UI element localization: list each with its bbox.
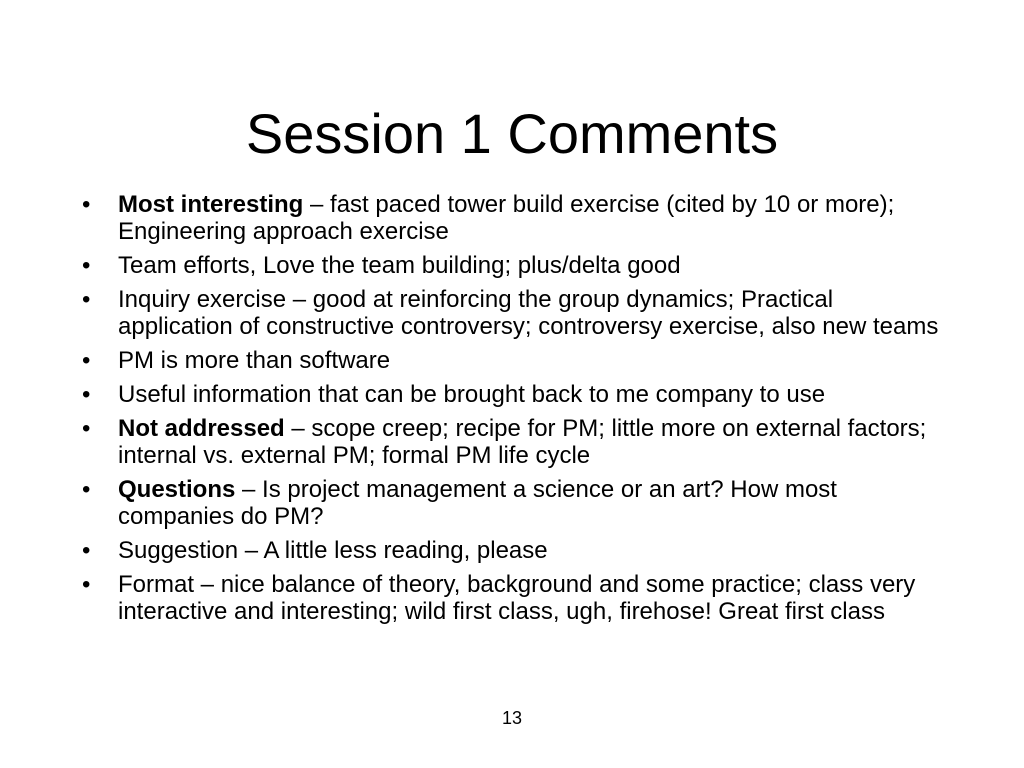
bullet-lead: Not addressed [118,415,285,442]
bullet-list [82,191,942,632]
bullet-icon: • [82,537,91,564]
bullet-item [82,537,942,564]
bullet-text: – Is project management a science or an art? How most companies do PM? [118,476,837,530]
bullet-lead: Questions [118,476,236,503]
bullet-item [82,286,942,340]
bullet-item [82,347,942,374]
bullet-text: Suggestion – A little less reading, please [118,537,548,564]
bullet-item [82,252,942,279]
bullet-icon: • [82,347,91,374]
bullet-text: PM is more than software [118,347,391,374]
bullet-item [82,571,942,625]
bullet-item [82,476,942,530]
bullet-text: Useful information that can be brought back to me company to use [118,381,826,408]
bullet-item [82,191,942,245]
bullet-icon: • [82,191,91,218]
bullet-text: Format – nice balance of theory, background and some practice; class very interactive and interesting; wild first class, ugh, firehose! Great first class [118,571,916,625]
bullet-icon: • [82,381,91,408]
bullet-text: – fast paced tower build exercise (cited by 10 or more); Engineering approach exercise [118,191,895,245]
bullet-text: Team efforts, Love the team building; plus/delta good [118,252,681,279]
bullet-text: Inquiry exercise – good at reinforcing the group dynamics; Practical application of constructive controversy; controversy exercise, also new teams [118,286,939,340]
bullet-icon: • [82,571,91,598]
bullet-icon: • [82,286,91,313]
bullet-item [82,415,942,469]
bullet-item [82,381,942,408]
slide-title: Session 1 Comments [245,102,779,165]
page-number: 13 [501,708,523,728]
bullet-text: – scope creep; recipe for PM; little more on external factors; internal vs. external PM; formal PM life cycle [118,415,927,469]
bullet-icon: • [82,476,91,503]
bullet-icon: • [82,252,91,279]
bullet-icon: • [82,415,91,442]
bullet-lead: Most interesting [118,191,304,218]
